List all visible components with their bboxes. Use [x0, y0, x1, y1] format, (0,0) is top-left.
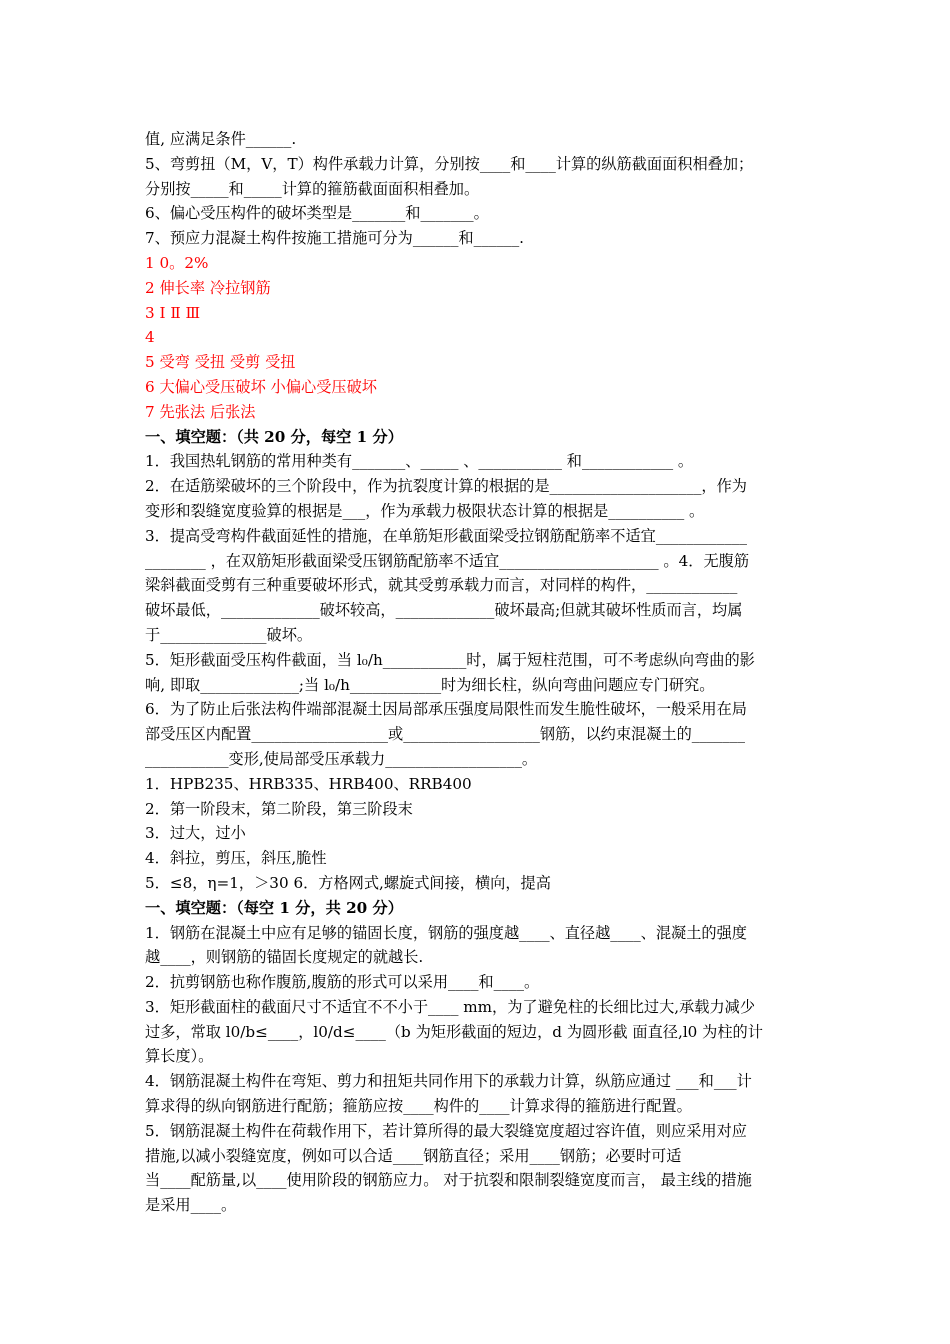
- section-heading: 一、填空题：（共 20 分，每空 1 分）: [145, 427, 403, 446]
- text-line: 1．钢筋在混凝土中应有足够的锚固长度，钢筋的强度越____、直径越____、混凝土的强度: [145, 923, 747, 942]
- text-line: 于______________破坏。: [145, 625, 313, 644]
- answer-line: 4: [145, 328, 155, 347]
- text-line: 6．为了防止后张法构件端部混凝土因局部承压强度局限性而发生脆性破坏，一般采用在局: [145, 700, 747, 719]
- text-line: 2．在适筋梁破坏的三个阶段中，作为抗裂度计算的根据的是____________________，作为: [145, 477, 747, 496]
- text-line: 算求得的纵向钢筋进行配筋；箍筋应按____构件的____计算求得的箍筋进行配置。: [145, 1097, 692, 1116]
- text-line: 过多，常取 l0/b≤____，l0/d≤____（b 为矩形截面的短边，d 为圆形截 面直径,l0 为柱的计: [145, 1022, 763, 1041]
- text-line: 越____，则钢筋的锚固长度规定的就越长.: [145, 948, 424, 967]
- text-line: 响, 即取_____________;当 l₀/h____________时为细长柱，纵向弯曲问题应专门研究。: [145, 675, 715, 694]
- text-line: 4．钢筋混凝土构件在弯矩、剪力和扭矩共同作用下的承载力计算，纵筋应通过 ___和___计: [145, 1072, 752, 1091]
- text-line: 当____配筋量,以____使用阶段的钢筋应力。 对于抗裂和限制裂缝宽度而言， 最主线的措施: [145, 1171, 752, 1190]
- section-heading: 一、填空题：（每空 1 分，共 20 分）: [145, 898, 403, 917]
- text-line: 2．抗剪钢筋也称作腹筋,腹筋的形式可以采用____和____。: [145, 973, 540, 992]
- text-line: 破坏最低，_____________破坏较高，_____________破坏最高;但就其破坏性质而言，均属: [145, 601, 743, 620]
- text-line: 5．≤8，η=1，＞30 6．方格网式,螺旋式间接，横向，提高: [145, 873, 551, 892]
- text-line: 梁斜截面受剪有三种重要破坏形式，就其受剪承载力而言，对同样的构件，____________: [145, 576, 738, 595]
- text-line: 分别按_____和_____计算的箍筋截面面积相叠加。: [145, 179, 480, 198]
- document-body: [145, 127, 810, 1218]
- text-line: 3．矩形截面柱的截面尺寸不适宜不不小于____ mm，为了避免柱的长细比过大,承载力减少: [145, 997, 756, 1016]
- text-line: 1．HPB235、HRB335、HRB400、RRB400: [145, 774, 472, 793]
- text-line: 3．过大，过小: [145, 824, 246, 843]
- answer-line: 2 伸长率 冷拉钢筋: [145, 278, 271, 297]
- text-line: 值, 应满足条件______.: [145, 130, 297, 148]
- text-line: ___________变形,使局部受压承载力__________________。: [145, 749, 538, 768]
- answer-line: 3 Ⅰ Ⅱ Ⅲ: [145, 303, 201, 322]
- text-line: 4．斜拉，剪压，斜压,脆性: [145, 849, 327, 868]
- text-line: 5．矩形截面受压构件截面，当 l₀/h___________时，属于短柱范围，可不考虑纵向弯曲的影: [145, 650, 755, 669]
- text-line: 措施,以减小裂缝宽度，例如可以合适____钢筋直径；采用____钢筋；必要时可适: [145, 1146, 682, 1165]
- text-line: 3．提高受弯构件截面延性的措施，在单筋矩形截面梁受拉钢筋配筋率不适宜____________: [145, 526, 747, 545]
- text-line: 1．我国热轧钢筋的常用种类有_______、_____ 、___________ 和____________ 。: [145, 452, 694, 471]
- text-line: 5．钢筋混凝土构件在荷载作用下，若计算所得的最大裂缝宽度超过容许值，则应采用对应: [145, 1121, 747, 1140]
- text-line: 变形和裂缝宽度验算的根据是___，作为承载力极限状态计算的根据是__________ 。: [145, 501, 705, 520]
- text-line: ________ ，在双筋矩形截面梁受压钢筋配筋率不适宜_____________________ 。4．无腹筋: [145, 551, 750, 570]
- answer-line: 1 0。2%: [145, 253, 209, 272]
- text-line: 算长度）。: [145, 1047, 214, 1066]
- text-line: 部受压区内配置__________________或__________________钢筋，以约束混凝土的_______: [145, 725, 745, 744]
- text-line: 是采用____。: [145, 1196, 237, 1215]
- answer-line: 5 受弯 受扭 受剪 受扭: [145, 353, 296, 372]
- text-line: 5、弯剪扭（M，V，T）构件承载力计算，分别按____和____计算的纵筋截面面积相叠加；: [145, 154, 754, 173]
- text-line: 2．第一阶段末，第二阶段，第三阶段末: [145, 799, 413, 818]
- answer-line: 6 大偏心受压破坏 小偏心受压破坏: [145, 377, 377, 396]
- text-line: 7、预应力混凝土构件按施工措施可分为______和______.: [145, 229, 524, 248]
- text-line: 6、偏心受压构件的破坏类型是_______和_______。: [145, 204, 489, 223]
- answer-line: 7 先张法 后张法: [145, 402, 256, 421]
